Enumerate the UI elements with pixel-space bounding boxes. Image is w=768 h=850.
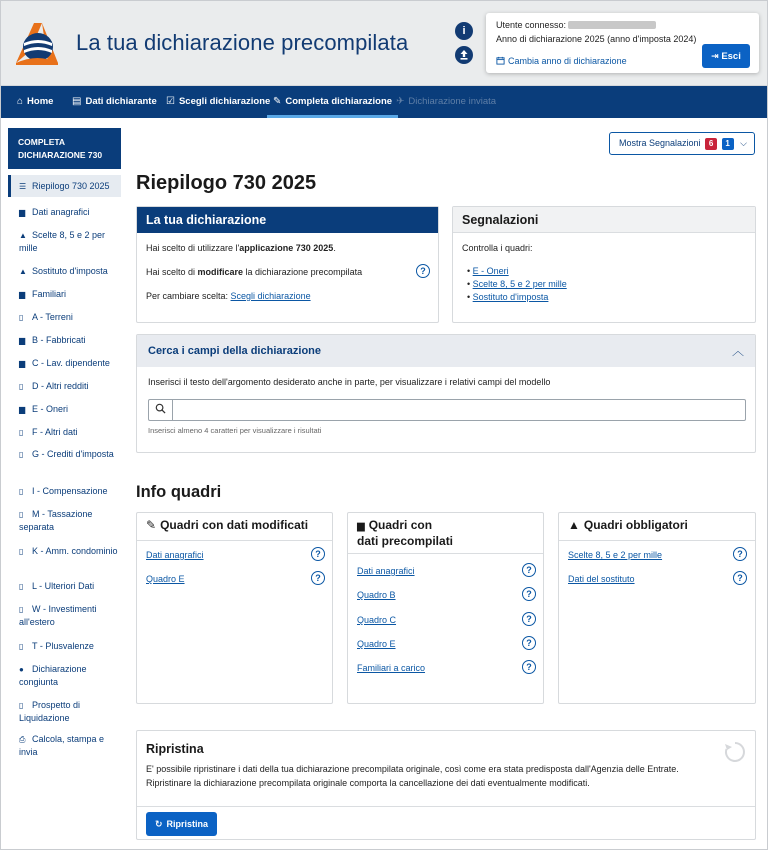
change-year-link[interactable]: Cambia anno di dichiarazione [496,56,627,66]
printer-icon: ⎙ [19,735,26,744]
document-icon: ▆ [357,521,365,532]
agenzia-entrate-logo[interactable] [12,17,62,67]
mandatory-link-scelte[interactable]: Scelte 8, 5 e 2 per mille [568,550,663,560]
signals-intro: Controlla i quadri: [462,243,533,253]
connected-user: Utente connesso: [496,20,656,30]
main-nav [0,86,768,118]
sidebar-item-tassazione[interactable]: ▯ M - Tassazione separata [19,509,93,532]
declaration-card-title: La tua dichiarazione [137,207,438,233]
calendar-icon [496,56,505,65]
nav-scegli-dichiarazione[interactable]: ☑ Scegli dichiarazione [160,86,276,118]
sidebar-item-dati-anagrafici[interactable]: ▆ Dati anagrafici [19,207,90,217]
modified-quadri-title: ✎ Quadri con dati modificati [146,518,309,532]
sidebar-item-sostituto[interactable]: ▲ Sostituto d'imposta [19,266,108,276]
user-name-blurred [568,21,656,29]
sidebar-item-liquidazione[interactable]: ▯ Prospetto di Liquidazione [19,700,81,723]
help-icon[interactable]: ? [522,660,536,674]
warning-icon: ▲ [19,231,27,240]
document-outline-icon: ▯ [19,487,24,496]
document-outline-icon: ▯ [19,450,24,459]
precompiled-link-quadro-c[interactable]: Quadro C [357,615,397,625]
document-icon: ▆ [19,405,26,414]
sidebar-item-plusvalenze[interactable]: ▯ T - Plusvalenze [19,641,94,651]
send-icon: ✈ [396,96,405,107]
help-icon[interactable]: ? [522,563,536,577]
restore-background-icon [723,740,747,764]
help-icon[interactable]: ? [522,612,536,626]
mandatory-quadri-card [558,512,756,704]
help-icon[interactable]: ? [311,571,325,585]
help-icon[interactable]: ? [733,547,747,561]
edit-icon: ✎ [273,96,282,107]
sidebar-item-congiunta[interactable]: ● Dichiarazione congiunta [19,664,87,687]
declaration-change-text: Per cambiare scelta: Scegli dichiarazione [146,291,311,301]
warning-icon: ▲ [19,267,27,276]
declaration-modify-text: Hai scelto di modificare la dichiarazione precompilata [146,267,363,277]
signal-link-sostituto[interactable]: Sostituto d'imposta [472,292,549,302]
signal-link-oneri[interactable]: E - Oneri [472,266,509,276]
sidebar-item-investimenti[interactable]: ▯ W - Investimenti all'estero [19,604,97,627]
document-outline-icon: ▯ [19,313,24,322]
document-outline-icon: ▯ [19,605,24,614]
sidebar-heading: COMPLETA DICHIARAZIONE 730 [8,128,121,169]
alerts-blue-badge: 1 [722,138,734,150]
pencil-icon: ✎ [146,518,157,532]
document-outline-icon: ▯ [19,382,24,391]
restore-title: Ripristina [146,742,204,756]
site-title: La tua dichiarazione precompilata [76,30,409,55]
upload-icon[interactable] [455,46,473,64]
sidebar-item-compensazione[interactable]: ▯ I - Compensazione [19,486,108,496]
search-card-header[interactable]: Cerca i campi della dichiarazione ︿ [137,335,755,367]
help-icon[interactable]: ? [522,636,536,650]
modified-quadri-card [136,512,333,704]
help-icon[interactable]: ? [522,587,536,601]
search-input[interactable] [148,399,746,421]
sidebar-item-altri-redditi[interactable]: ▯ D - Altri redditi [19,381,89,391]
signals-card-title: Segnalazioni [453,207,755,233]
page-header [0,0,768,86]
checkbox-icon: ☑ [166,96,175,107]
modified-link-dati-anagrafici[interactable]: Dati anagrafici [146,550,204,560]
exit-button[interactable]: ⇥ Esci [702,44,750,68]
declaration-year: Anno di dichiarazione 2025 (anno d'imposta 2024) [496,34,697,44]
divider [137,806,755,807]
info-quadri-title: Info quadri [136,483,222,501]
sidebar-item-ulteriori[interactable]: ▯ L - Ulteriori Dati [19,581,95,591]
document-icon: ▆ [19,208,26,217]
help-icon[interactable]: ? [311,547,325,561]
nav-dichiarazione-inviata: ✈ Dichiarazione inviata [390,86,502,118]
nav-home[interactable]: ⌂ Home [11,86,59,118]
document-icon: ▆ [19,336,26,345]
search-card [136,334,756,453]
document-outline-icon: ▯ [19,510,24,519]
document-icon: ▆ [19,290,26,299]
restore-button[interactable]: ↻ Ripristina [146,812,217,836]
precompiled-quadri-card [347,512,544,704]
restore-card [136,730,756,840]
alerts-red-badge: 6 [705,138,717,150]
mandatory-link-sostituto[interactable]: Dati del sostituto [568,574,635,584]
document-outline-icon: ▯ [19,701,24,710]
show-alerts-button[interactable]: Mostra Segnalazioni 6 1 ⌵ [609,132,755,155]
declaration-app-text: Hai scelto di utilizzare l'applicazione 730 2025. [146,243,336,253]
page-title: Riepilogo 730 2025 [136,172,317,194]
mandatory-quadri-title: ▲ Quadri obbligatori [568,518,688,532]
signals-card [452,206,756,323]
sidebar-item-calcola[interactable]: ⎙ Calcola, stampa e invia [19,734,105,757]
signal-link-scelte[interactable]: Scelte 8, 5 e 2 per mille [472,279,567,289]
signal-item: • Scelte 8, 5 e 2 per mille [467,279,567,289]
help-icon[interactable]: ? [733,571,747,585]
modified-link-quadro-e[interactable]: Quadro E [146,574,185,584]
sidebar-item-lav-dipendente[interactable]: ▆ C - Lav. dipendente [19,358,110,368]
signal-item: • E - Oneri [467,266,509,276]
document-outline-icon: ▯ [19,642,24,651]
document-outline-icon: ▯ [19,547,24,556]
precompiled-link-dati-anagrafici[interactable]: Dati anagrafici [357,566,415,576]
signal-item: • Sostituto d'imposta [467,292,549,302]
restore-icon: ↻ [154,819,163,829]
chevron-up-icon: ︿ [731,344,744,358]
precompiled-link-quadro-b[interactable]: Quadro B [357,590,396,600]
chevron-down-icon: ⌵ [740,138,747,148]
precompiled-link-familiari[interactable]: Familiari a carico [357,663,426,673]
search-description: Inserisci il testo dell'argomento desiderato anche in parte, per visualizzare i relativi campi del modello [148,377,551,387]
help-icon[interactable]: ? [416,264,430,278]
sidebar-item-altri-dati[interactable]: ▯ F - Altri dati [19,427,78,437]
info-icon[interactable]: i [455,22,473,40]
sidebar-item-crediti[interactable]: ▯ G - Crediti d'imposta [19,449,114,459]
sidebar-item-riepilogo[interactable]: ☰ Riepilogo 730 2025 [8,175,121,197]
sidebar-item-familiari[interactable]: ▆ Familiari [19,289,67,299]
document-outline-icon: ▯ [19,428,24,437]
nav-completa-dichiarazione[interactable]: ✎ Completa dichiarazione [267,86,398,118]
search-hint: Inserisci almeno 4 caratteri per visualizzare i risultati [148,426,322,435]
sidebar-item-oneri[interactable]: ▆ E - Oneri [19,404,69,414]
nav-dati-dichiarante[interactable]: ▤ Dati dichiarante [66,86,163,118]
divider [137,540,332,541]
sidebar-item-fabbricati[interactable]: ▆ B - Fabbricati [19,335,86,345]
choose-declaration-link[interactable]: Scegli dichiarazione [230,291,311,301]
warning-icon: ▲ [568,518,580,532]
declaration-card [136,206,439,323]
list-icon: ☰ [19,182,27,191]
home-icon: ⌂ [17,96,24,107]
sidebar-item-scelte[interactable]: ▲ Scelte 8, 5 e 2 per mille [19,230,106,253]
restore-description: E' possibile ripristinare i dati della tua dichiarazione precompilata originale, così come era stata predisposta dall'Agenzia delle Entrate. Ripristinare la dichiarazione precompilata originale comporta la cancellazione dei dati eventualmente modificati. [146,764,679,788]
search-icon [149,400,173,420]
user-box [486,13,759,73]
sidebar-item-condominio[interactable]: ▯ K - Amm. condominio [19,546,118,556]
user-icon: ● [19,665,24,674]
document-outline-icon: ▯ [19,582,24,591]
logout-icon: ⇥ [711,51,719,61]
sidebar-item-terreni[interactable]: ▯ A - Terreni [19,312,73,322]
precompiled-quadri-title: ▆ Quadri con dati precompilati [357,518,454,548]
id-card-icon: ▤ [72,96,82,107]
document-icon: ▆ [19,359,26,368]
divider [559,540,755,541]
divider [348,553,543,554]
precompiled-link-quadro-e[interactable]: Quadro E [357,639,396,649]
